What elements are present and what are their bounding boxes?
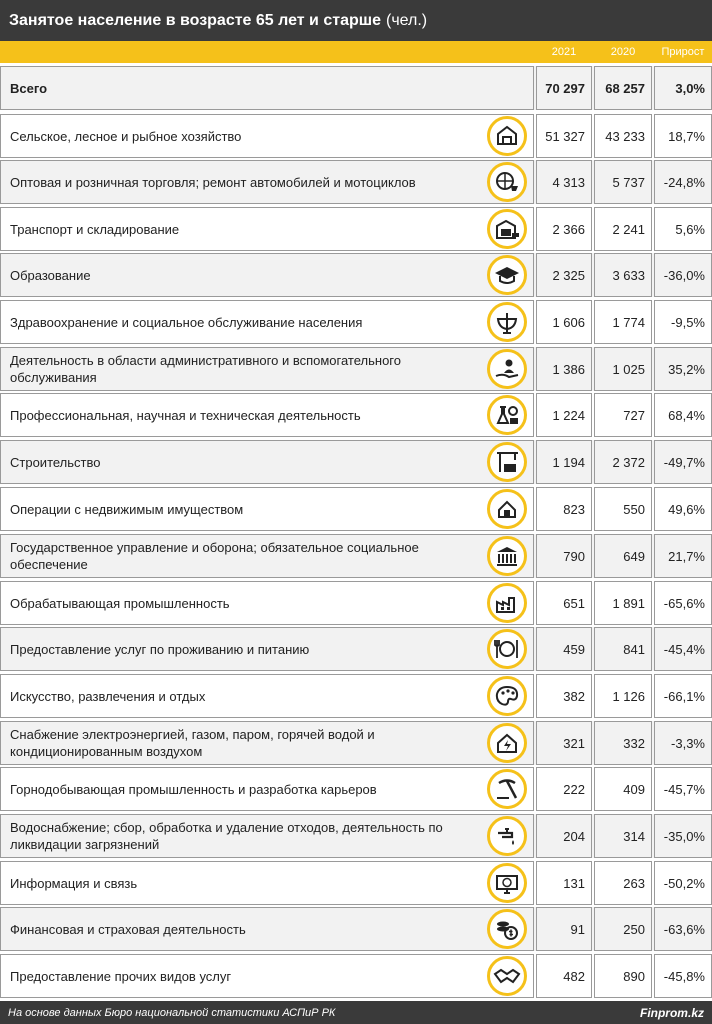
row-label-text: Оптовая и розничная торговля; ремонт автомобилей и мотоциклов — [10, 174, 416, 190]
row-label-text: Деятельность в области административного и вспомогательного обслуживания — [10, 353, 401, 385]
value-2021: 2 366 — [536, 207, 592, 251]
value-2021: 459 — [536, 627, 592, 671]
value-2020: 1 025 — [594, 347, 652, 391]
value-2021: 382 — [536, 674, 592, 718]
cutlery-plate-icon — [487, 629, 527, 669]
value-2020: 841 — [594, 627, 652, 671]
row-label — [0, 393, 534, 437]
row-label — [0, 581, 534, 625]
value-growth: -45,4% — [654, 627, 712, 671]
table-row — [0, 767, 712, 811]
value-2020: 250 — [594, 907, 652, 951]
table-row — [0, 814, 712, 858]
value-2020: 649 — [594, 534, 652, 578]
value-2021: 790 — [536, 534, 592, 578]
table-row — [0, 534, 712, 578]
table-row — [0, 253, 712, 297]
value-growth: -36,0% — [654, 253, 712, 297]
value-2020: 890 — [594, 954, 652, 998]
value-growth: 21,7% — [654, 534, 712, 578]
row-label-text: Финансовая и страховая деятельность — [10, 921, 246, 937]
row-label — [0, 207, 534, 251]
table-row — [0, 207, 712, 251]
value-2020: 1 126 — [594, 674, 652, 718]
value-2021: 321 — [536, 721, 592, 765]
water-tap-icon — [487, 816, 527, 856]
table-row — [0, 627, 712, 671]
row-label — [0, 114, 534, 158]
value-growth: 68,4% — [654, 393, 712, 437]
value-growth: -45,8% — [654, 954, 712, 998]
warehouse-truck-icon — [487, 209, 527, 249]
table-row — [0, 160, 712, 204]
row-label — [0, 721, 534, 765]
row-label-text: Транспорт и складирование — [10, 221, 180, 237]
row-label-text: Сельское, лесное и рыбное хозяйство — [10, 128, 242, 144]
row-label — [0, 347, 534, 391]
row-label — [0, 954, 534, 998]
science-gear-icon — [487, 395, 527, 435]
value-growth: 18,7% — [654, 114, 712, 158]
monitor-globe-icon — [487, 863, 527, 903]
table-row — [0, 114, 712, 158]
row-label — [0, 814, 534, 858]
row-label-text: Предоставление прочих видов услуг — [10, 968, 232, 984]
row-label — [0, 534, 534, 578]
value-2021: 823 — [536, 487, 592, 531]
value-2021: 70 297 — [536, 66, 592, 110]
value-2020: 2 241 — [594, 207, 652, 251]
value-growth: -35,0% — [654, 814, 712, 858]
row-label — [0, 907, 534, 951]
value-2021: 91 — [536, 907, 592, 951]
value-2021: 1 224 — [536, 393, 592, 437]
value-2020: 727 — [594, 393, 652, 437]
row-label-text: Государственное управление и оборона; обязательное социальное обеспечение — [10, 540, 419, 572]
factory-icon — [487, 583, 527, 623]
row-label-text: Горнодобывающая промышленность и разработка карьеров — [10, 781, 377, 797]
value-growth: -50,2% — [654, 861, 712, 905]
value-growth: -66,1% — [654, 674, 712, 718]
value-2021: 1 194 — [536, 440, 592, 484]
row-label-text: Операции с недвижимым имуществом — [10, 501, 244, 517]
value-2020: 2 372 — [594, 440, 652, 484]
value-growth: 3,0% — [654, 66, 712, 110]
medical-bowl-icon — [487, 302, 527, 342]
value-2020: 43 233 — [594, 114, 652, 158]
table-row — [0, 907, 712, 951]
value-2021: 222 — [536, 767, 592, 811]
title-bar — [0, 0, 712, 41]
column-header-strip — [0, 41, 712, 63]
value-growth: -65,6% — [654, 581, 712, 625]
crane-icon — [487, 442, 527, 482]
table-row — [0, 487, 712, 531]
row-label — [0, 487, 534, 531]
value-2020: 550 — [594, 487, 652, 531]
table-row — [0, 954, 712, 998]
row-label — [0, 674, 534, 718]
row-label — [0, 160, 534, 204]
row-label: Всего — [0, 66, 534, 110]
table-row — [0, 674, 712, 718]
footer — [0, 1001, 712, 1024]
value-growth: -9,5% — [654, 300, 712, 344]
value-2020: 314 — [594, 814, 652, 858]
table-row — [0, 300, 712, 344]
value-2021: 651 — [536, 581, 592, 625]
value-2021: 1 606 — [536, 300, 592, 344]
source-note: На основе данных Бюро национальной статистики АСПиР РК — [8, 1006, 336, 1019]
row-label — [0, 861, 534, 905]
row-label-text: Образование — [10, 267, 91, 283]
value-2021: 2 325 — [536, 253, 592, 297]
hand-person-icon — [487, 349, 527, 389]
table-row — [0, 721, 712, 765]
value-growth: -63,6% — [654, 907, 712, 951]
table-row-total — [0, 66, 712, 110]
row-label — [0, 627, 534, 671]
value-2020: 5 737 — [594, 160, 652, 204]
value-growth: 49,6% — [654, 487, 712, 531]
globe-cart-icon — [487, 162, 527, 202]
row-label-text: Снабжение электроэнергией, газом, паром, горячей водой и кондиционированным воздухом — [10, 727, 375, 759]
value-2020: 1 891 — [594, 581, 652, 625]
row-label — [0, 253, 534, 297]
value-2021: 204 — [536, 814, 592, 858]
government-building-icon — [487, 536, 527, 576]
row-label-text: Обрабатывающая промышленность — [10, 595, 230, 611]
value-growth: -3,3% — [654, 721, 712, 765]
column-header-growth: Прирост — [661, 46, 705, 58]
value-growth: -49,7% — [654, 440, 712, 484]
brand-logo-text: Finprom.kz — [639, 1005, 704, 1020]
coins-dollar-icon — [487, 909, 527, 949]
value-2021: 4 313 — [536, 160, 592, 204]
table-row — [0, 347, 712, 391]
row-label — [0, 767, 534, 811]
row-label-text: Искусство, развлечения и отдых — [10, 688, 206, 704]
value-2020: 68 257 — [594, 66, 652, 110]
value-2021: 482 — [536, 954, 592, 998]
row-label-text: Здравоохранение и социальное обслуживание населения — [10, 314, 363, 330]
house-hand-icon — [487, 489, 527, 529]
table-row — [0, 440, 712, 484]
table-row — [0, 581, 712, 625]
pickaxe-icon — [487, 769, 527, 809]
row-label — [0, 300, 534, 344]
row-label-text: Предоставление услуг по проживанию и питанию — [10, 641, 310, 657]
page-title: Занятое население в возрасте 65 лет и старше — [9, 11, 381, 29]
row-label-text: Информация и связь — [10, 875, 138, 891]
palette-icon — [487, 676, 527, 716]
title-unit: (чел.) — [385, 11, 428, 29]
handshake-icon — [487, 956, 527, 996]
row-label-text: Профессиональная, научная и техническая деятельность — [10, 407, 361, 423]
column-header-2020: 2020 — [610, 46, 636, 58]
table-row — [0, 861, 712, 905]
house-bolt-icon — [487, 723, 527, 763]
value-growth: 5,6% — [654, 207, 712, 251]
value-growth: 35,2% — [654, 347, 712, 391]
value-2021: 131 — [536, 861, 592, 905]
column-header-2021: 2021 — [551, 46, 577, 58]
value-growth: -45,7% — [654, 767, 712, 811]
row-label-text: Строительство — [10, 454, 101, 470]
value-2020: 3 633 — [594, 253, 652, 297]
value-2021: 1 386 — [536, 347, 592, 391]
table-row — [0, 393, 712, 437]
row-label — [0, 440, 534, 484]
graduation-cap-icon — [487, 255, 527, 295]
barn-icon — [487, 116, 527, 156]
row-label-text: Водоснабжение; сбор, обработка и удаление отходов, деятельность по ликвидации загрязнений — [10, 820, 443, 852]
value-growth: -24,8% — [654, 160, 712, 204]
value-2020: 1 774 — [594, 300, 652, 344]
value-2020: 409 — [594, 767, 652, 811]
value-2020: 332 — [594, 721, 652, 765]
value-2021: 51 327 — [536, 114, 592, 158]
value-2020: 263 — [594, 861, 652, 905]
